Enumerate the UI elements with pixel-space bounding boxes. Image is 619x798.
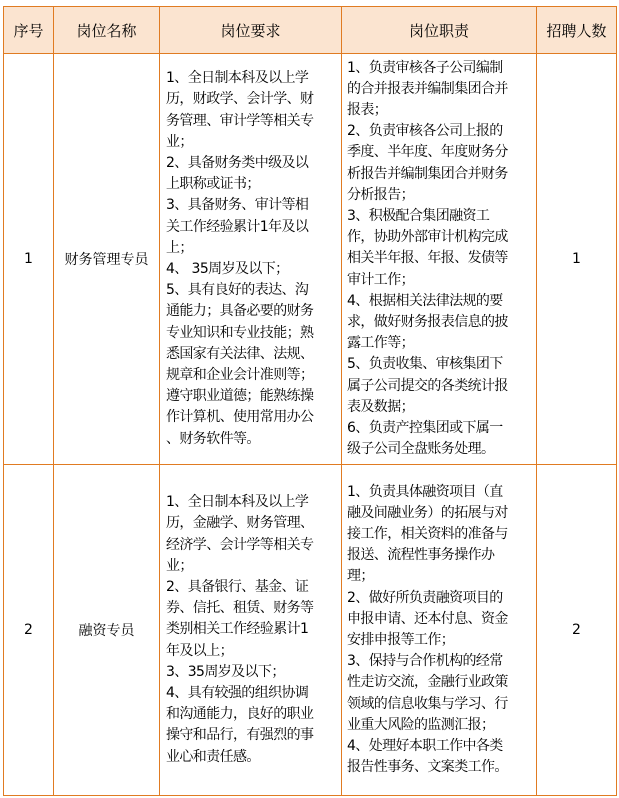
text-line: 历，财政学、会计学、财 <box>166 91 314 108</box>
recruitment-table <box>3 6 617 796</box>
text-line: 1、负责审核各子公司编制 <box>347 59 503 76</box>
text-line: 经济学、会计学等相关专 <box>166 536 314 553</box>
text-line: 性走访交流，金融行业政策 <box>347 674 508 691</box>
text-line: 业； <box>166 133 193 150</box>
row-headcount: 2 <box>537 465 617 796</box>
text-line: 上； <box>166 239 193 256</box>
text-line: 券、信托、租赁、财务等 <box>166 600 314 617</box>
text-line: 表及数据； <box>347 398 414 415</box>
row-requirements <box>160 465 342 796</box>
text-line: 类别相关工作经验累计1 <box>166 621 309 638</box>
text-line: 3、保持与合作机构的经常 <box>347 653 503 670</box>
text-line: 业重大风险的监测汇报； <box>347 716 495 733</box>
row-duties <box>342 54 537 465</box>
text-line: 作计算机、使用常用办公 <box>166 409 314 426</box>
text-line: 季度、半年度、年度财务分 <box>347 144 508 161</box>
text-line: 分析报告； <box>347 186 414 203</box>
header-row <box>4 7 617 54</box>
text-line: 2、具备财务类中级及以 <box>166 154 309 171</box>
text-line: 4、处理好本职工作中各类 <box>347 738 503 755</box>
table-row <box>4 465 617 796</box>
text-line: 上职称或证书； <box>166 176 260 193</box>
text-line: 、财务软件等。 <box>166 430 260 447</box>
text-line: 相关半年报、年报、发债等 <box>347 250 508 267</box>
text-line: 业； <box>166 557 193 574</box>
text-line: 属子公司提交的各类统计报 <box>347 377 508 394</box>
row-position: 财务管理专员 <box>54 54 160 465</box>
text-line: 5、负责收集、审核集团下 <box>347 356 503 373</box>
text-line: 和沟通能力，良好的职业 <box>166 706 314 723</box>
text-line: 1、全日制本科及以上学 <box>166 494 309 511</box>
text-line: 融及间融业务）的拓展与对 <box>347 504 508 521</box>
text-line: 理； <box>347 568 374 585</box>
row-no: 2 <box>4 465 54 796</box>
text-line: 报送、流程性事务操作办 <box>347 547 495 564</box>
text-line: 遵守职业道德；能熟练操 <box>166 388 314 405</box>
row-headcount: 1 <box>537 54 617 465</box>
text-line: 审计工作； <box>347 271 414 288</box>
text-line: 1、负责具体融资项目（直 <box>347 483 503 500</box>
text-line: 悉国家有关法律、法规、 <box>166 345 314 362</box>
text-line: 安排申报等工作； <box>347 632 455 648</box>
text-line: 3、具备财务、审计等相 <box>166 197 309 214</box>
text-line: 4、具有较强的组织协调 <box>166 685 309 701</box>
text-line: 操守和品行，有强烈的事 <box>166 727 314 744</box>
text-line: 报告性事务、文案类工作。 <box>347 759 508 776</box>
text-line: 4、根据相关法律法规的要 <box>347 292 503 309</box>
text-line: 析报告并编制集团合并财务 <box>347 165 508 182</box>
text-line: 6、负责产控集团或下属一 <box>347 420 503 437</box>
text-line: 3、35周岁及以下； <box>166 663 285 680</box>
table-row <box>4 54 617 465</box>
text-line: 3、积极配合集团融资工 <box>347 207 490 224</box>
row-no: 1 <box>4 54 54 465</box>
header-no: 序号 <box>4 7 54 54</box>
text-line: 历，金融学、财务管理、 <box>166 515 314 532</box>
text-line: 规章和企业会计准则等； <box>166 367 314 384</box>
text-line: 报表； <box>347 101 388 118</box>
text-line: 露工作等； <box>347 335 414 352</box>
text-line: 2、负责审核各公司上报的 <box>347 123 503 140</box>
header-duties: 岗位职责 <box>342 7 537 54</box>
text-line: 领域的信息收集与学习、行 <box>347 695 508 712</box>
text-line: 通能力；具备必要的财务 <box>166 303 314 320</box>
text-line: 关工作经验累计1年及以 <box>166 218 309 235</box>
text-line: 年及以上； <box>166 642 233 659</box>
text-line: 4、 35周岁及以下； <box>166 261 289 277</box>
text-line: 1、全日制本科及以上学 <box>166 70 309 87</box>
header-headcount: 招聘人数 <box>537 7 617 54</box>
row-position: 融资专员 <box>54 465 160 796</box>
header-requirements: 岗位要求 <box>160 7 342 54</box>
row-duties <box>342 465 537 796</box>
text-line: 接工作，相关资料的准备与 <box>347 525 508 542</box>
text-line: 5、具有良好的表达、沟 <box>166 282 309 299</box>
text-line: 作，协助外部审计机构完成 <box>347 229 508 246</box>
text-line: 业心和责任感。 <box>166 748 260 765</box>
text-line: 2、做好所负责融资项目的 <box>347 589 503 606</box>
text-line: 的合并报表并编制集团合并 <box>347 80 508 97</box>
text-line: 求，做好财务报表信息的披 <box>347 314 508 330</box>
text-line: 专业知识和专业技能；熟 <box>166 324 314 341</box>
text-line: 申报申请、还本付息、资金 <box>347 610 508 627</box>
text-line: 务管理、审计学等相关专 <box>166 112 314 129</box>
text-line: 级子公司全盘账务处理。 <box>347 441 495 458</box>
row-requirements <box>160 54 342 465</box>
text-line: 2、具备银行、基金、证 <box>166 578 309 595</box>
header-position-name: 岗位名称 <box>54 7 160 54</box>
